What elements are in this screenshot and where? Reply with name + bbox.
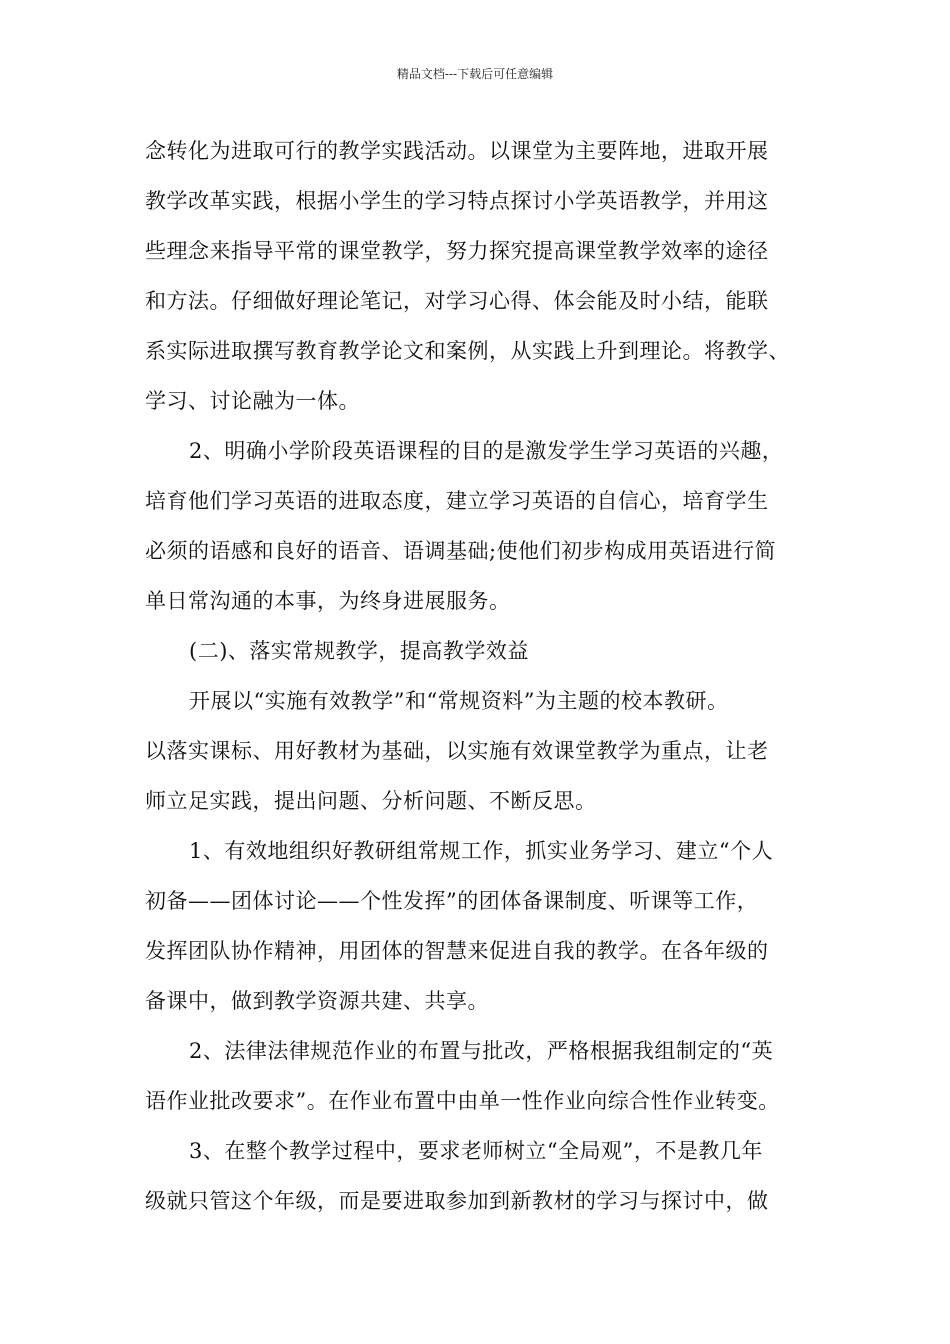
paragraph-6 [145,1126,825,1226]
text-line: 培育他们学习英语的进取态度，建立学习英语的自信心，培育学生 [145,489,769,513]
text-line: 些理念来指导平常的课堂教学，努力探究提高课堂教学效率的途径 [145,239,769,263]
text-line: 初备——团体讨论——个性发挥”的团体备课制度、听课等工作， [145,889,759,913]
paragraph-2 [145,426,825,626]
document-body [145,126,825,1226]
section-heading [145,626,825,676]
text-line: 2、明确小学阶段英语课程的目的是激发学生学习英语的兴趣， [189,439,784,463]
paragraph-3 [145,676,825,826]
text-line: 和方法。仔细做好理论笔记，对学习心得、体会能及时小结，能联 [145,289,769,313]
text-line: 系实际进取撰写教育教学论文和案例，从实践上升到理论。将教学、 [145,339,790,363]
text-line: 1、有效地组织好教研组常规工作，抓实业务学习、建立“个人 [189,839,774,863]
text-line: 教学改革实践，根据小学生的学习特点探讨小学英语教学，并用这 [145,189,769,213]
text-line: 级就只管这个年级，而是要进取参加到新教材的学习与探讨中，做 [145,1189,769,1213]
text-line: (二)、落实常规教学，提高教学效益 [189,639,529,663]
paragraph-4 [145,826,825,1026]
paragraph-1 [145,126,825,426]
text-line: 开展以“实施有效教学”和“常规资料”为主题的校本教研。 [189,689,729,713]
text-line: 学习、讨论融为一体。 [145,389,360,413]
page-header: 精品文档---下载后可任意编辑 [396,67,554,81]
text-line: 发挥团队协作精神，用团体的智慧来促进自我的教学。在各年级的 [145,939,769,963]
text-line: 备课中，做到教学资源共建、共享。 [145,989,489,1013]
paragraph-5 [145,1026,825,1126]
text-line: 单日常沟通的本事，为终身进展服务。 [145,589,511,613]
text-line: 3、在整个教学过程中，要求老师树立“全局观”，不是教几年 [189,1139,763,1163]
text-line: 师立足实践，提出问题、分析问题、不断反思。 [145,789,597,813]
text-line: 以落实课标、用好教材为基础，以实施有效课堂教学为重点，让老 [145,739,769,763]
text-line: 必须的语感和良好的语音、语调基础;使他们初步构成用英语进行简 [145,539,777,563]
text-line: 念转化为进取可行的教学实践活动。以课堂为主要阵地，进取开展 [145,139,769,163]
text-line: 语作业批改要求”。在作业布置中由单一性作业向综合性作业转变。 [145,1089,780,1113]
text-line: 2、法律法律规范作业的布置与批改，严格根据我组制定的“英 [189,1039,774,1063]
